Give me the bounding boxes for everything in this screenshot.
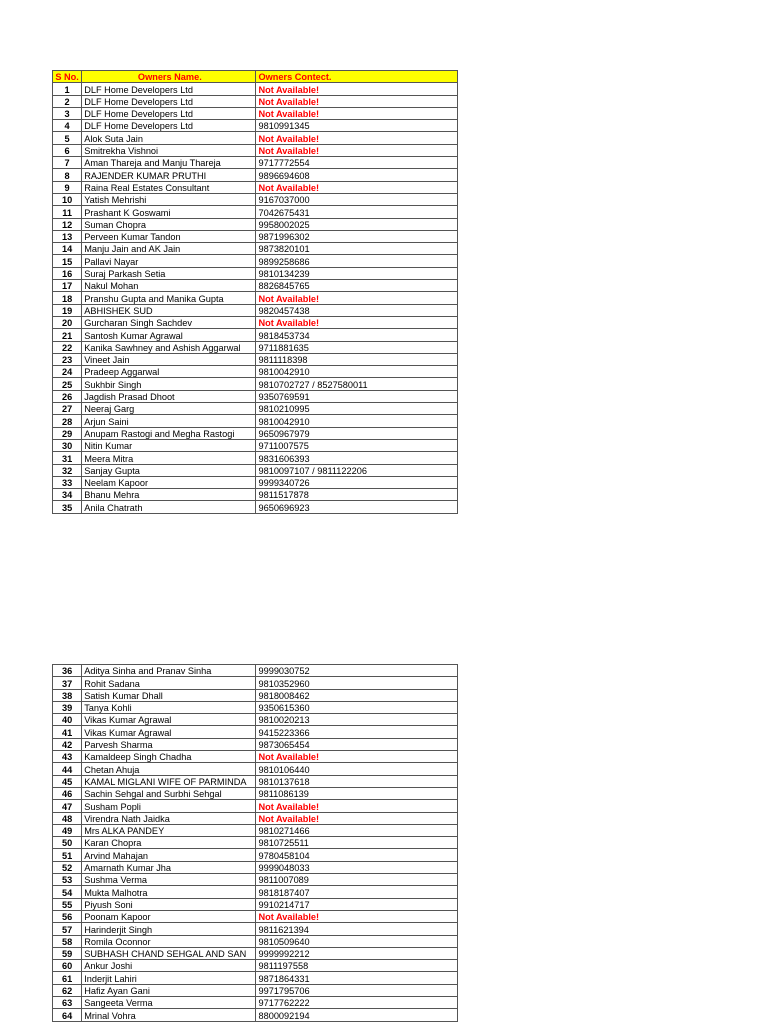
row-sno: 26 [53, 390, 82, 402]
row-sno: 30 [53, 439, 82, 451]
row-sno: 17 [53, 280, 82, 292]
row-sno: 24 [53, 366, 82, 378]
table-row [53, 501, 458, 513]
table-row [53, 677, 458, 689]
row-owner-name: DLF Home Developers Ltd [82, 120, 256, 132]
table-row [53, 972, 458, 984]
table-row [53, 837, 458, 849]
row-owner-name: Chetan Ahuja [82, 763, 256, 775]
row-sno: 2 [53, 95, 82, 107]
row-sno: 5 [53, 132, 82, 144]
table-row [53, 120, 458, 132]
table-row [53, 763, 458, 775]
row-owner-name: Nakul Mohan [82, 280, 256, 292]
table-row [53, 169, 458, 181]
row-sno: 36 [53, 665, 82, 677]
row-owner-name: Mrs ALKA PANDEY [82, 824, 256, 836]
row-owner-name: ABHISHEK SUD [82, 304, 256, 316]
row-owner-contact: 9896694608 [256, 169, 458, 181]
table-row [53, 886, 458, 898]
row-sno: 22 [53, 341, 82, 353]
row-owner-contact: 9810106440 [256, 763, 458, 775]
row-owner-contact: 9717772554 [256, 157, 458, 169]
row-owner-name: Rohit Sadana [82, 677, 256, 689]
row-owner-name: RAJENDER KUMAR PRUTHI [82, 169, 256, 181]
table-row [53, 157, 458, 169]
row-owner-contact: 9810042910 [256, 415, 458, 427]
row-owner-contact: 9971795706 [256, 984, 458, 996]
row-owner-contact: Not Available! [256, 107, 458, 119]
row-sno: 56 [53, 910, 82, 922]
row-owner-contact: Not Available! [256, 95, 458, 107]
row-owner-name: Pallavi Nayar [82, 255, 256, 267]
row-sno: 8 [53, 169, 82, 181]
row-owner-name: Bhanu Mehra [82, 489, 256, 501]
row-sno: 44 [53, 763, 82, 775]
row-owner-name: Karan Chopra [82, 837, 256, 849]
row-sno: 19 [53, 304, 82, 316]
table-row [53, 812, 458, 824]
row-owner-contact: 9899258686 [256, 255, 458, 267]
row-owner-name: Virendra Nath Jaidka [82, 812, 256, 824]
row-owner-name: Alok Suta Jain [82, 132, 256, 144]
row-owner-contact: 9873820101 [256, 243, 458, 255]
table-row [53, 984, 458, 996]
table-row [53, 267, 458, 279]
row-owner-contact: 9780458104 [256, 849, 458, 861]
row-owner-name: Aditya Sinha and Pranav Sinha [82, 665, 256, 677]
row-sno: 10 [53, 193, 82, 205]
row-owner-contact: 9711881635 [256, 341, 458, 353]
table-row [53, 95, 458, 107]
row-sno: 18 [53, 292, 82, 304]
row-sno: 50 [53, 837, 82, 849]
table-row [53, 316, 458, 328]
row-owner-name: Harinderjit Singh [82, 923, 256, 935]
row-sno: 51 [53, 849, 82, 861]
row-owner-contact: 9811118398 [256, 353, 458, 365]
row-owner-name: Tanya Kohli [82, 701, 256, 713]
row-sno: 39 [53, 701, 82, 713]
row-sno: 57 [53, 923, 82, 935]
row-sno: 21 [53, 329, 82, 341]
table-row [53, 775, 458, 787]
row-sno: 60 [53, 960, 82, 972]
row-owner-name: Suraj Parkash Setia [82, 267, 256, 279]
table-row [53, 849, 458, 861]
table-row [53, 489, 458, 501]
table-row [53, 997, 458, 1009]
row-owner-contact: 9831606393 [256, 452, 458, 464]
row-owner-contact: 9810991345 [256, 120, 458, 132]
row-sno: 7 [53, 157, 82, 169]
row-sno: 33 [53, 476, 82, 488]
row-owner-name: Anila Chatrath [82, 501, 256, 513]
row-owner-contact: 9350615360 [256, 701, 458, 713]
row-sno: 48 [53, 812, 82, 824]
row-owner-name: Arvind Mahajan [82, 849, 256, 861]
table-row [53, 107, 458, 119]
row-owner-name: Perveen Kumar Tandon [82, 230, 256, 242]
row-owner-name: Anupam Rastogi and Megha Rastogi [82, 427, 256, 439]
row-sno: 58 [53, 935, 82, 947]
table-row [53, 439, 458, 451]
row-owner-contact: 9810702727 / 8527580011 [256, 378, 458, 390]
row-sno: 12 [53, 218, 82, 230]
row-sno: 20 [53, 316, 82, 328]
table-row [53, 218, 458, 230]
row-owner-contact: 9167037000 [256, 193, 458, 205]
table-row [53, 230, 458, 242]
row-owner-contact: 9650967979 [256, 427, 458, 439]
row-owner-contact: 9871996302 [256, 230, 458, 242]
row-owner-name: DLF Home Developers Ltd [82, 83, 256, 95]
row-owner-contact: 9999048033 [256, 861, 458, 873]
table-row [53, 800, 458, 812]
row-owner-name: Manju Jain and AK Jain [82, 243, 256, 255]
row-owner-contact: 9818008462 [256, 689, 458, 701]
row-owner-name: Ankur Joshi [82, 960, 256, 972]
row-owner-name: Mukta Malhotra [82, 886, 256, 898]
row-owner-contact: 9999340726 [256, 476, 458, 488]
row-owner-contact: 8800092194 [256, 1009, 458, 1021]
row-sno: 41 [53, 726, 82, 738]
table-row [53, 861, 458, 873]
row-sno: 27 [53, 403, 82, 415]
row-owner-name: Aman Thareja and Manju Thareja [82, 157, 256, 169]
table-row [53, 292, 458, 304]
row-owner-name: Neeraj Garg [82, 403, 256, 415]
row-owner-name: Nitin Kumar [82, 439, 256, 451]
table-row [53, 206, 458, 218]
row-owner-contact: 9650696923 [256, 501, 458, 513]
table-row [53, 181, 458, 193]
table-row [53, 427, 458, 439]
row-owner-name: Mrinal Vohra [82, 1009, 256, 1021]
row-sno: 52 [53, 861, 82, 873]
table-row [53, 923, 458, 935]
row-owner-contact: Not Available! [256, 910, 458, 922]
row-owner-contact: 9999992212 [256, 947, 458, 959]
row-owner-contact: 9910214717 [256, 898, 458, 910]
row-owner-contact: 7042675431 [256, 206, 458, 218]
table-row [53, 1009, 458, 1021]
table-row [53, 329, 458, 341]
table-row [53, 132, 458, 144]
row-owner-contact: Not Available! [256, 144, 458, 156]
header-owner-name: Owners Name. [82, 71, 256, 83]
table-row [53, 947, 458, 959]
row-sno: 34 [53, 489, 82, 501]
table-row [53, 280, 458, 292]
table-row [53, 193, 458, 205]
row-sno: 54 [53, 886, 82, 898]
table-row [53, 935, 458, 947]
row-owner-contact: Not Available! [256, 751, 458, 763]
row-sno: 37 [53, 677, 82, 689]
row-owner-name: Prashant K Goswami [82, 206, 256, 218]
row-owner-name: DLF Home Developers Ltd [82, 107, 256, 119]
row-owner-contact: 9711007575 [256, 439, 458, 451]
row-owner-name: Sachin Sehgal and Surbhi Sehgal [82, 787, 256, 799]
table-row [53, 665, 458, 677]
row-owner-name: Arjun Saini [82, 415, 256, 427]
row-sno: 1 [53, 83, 82, 95]
table-row [53, 243, 458, 255]
row-owner-contact: 9811007089 [256, 874, 458, 886]
header-owner-contact: Owners Contect. [256, 71, 458, 83]
row-sno: 25 [53, 378, 82, 390]
row-sno: 29 [53, 427, 82, 439]
row-owner-name: Satish Kumar Dhall [82, 689, 256, 701]
row-sno: 4 [53, 120, 82, 132]
row-sno: 53 [53, 874, 82, 886]
row-owner-name: Vikas Kumar Agrawal [82, 726, 256, 738]
row-sno: 49 [53, 824, 82, 836]
row-owner-contact: Not Available! [256, 292, 458, 304]
row-owner-contact: 9873065454 [256, 738, 458, 750]
row-owner-name: Susham Popli [82, 800, 256, 812]
row-owner-name: Raina Real Estates Consultant [82, 181, 256, 193]
row-owner-name: Parvesh Sharma [82, 738, 256, 750]
table-row [53, 353, 458, 365]
row-owner-name: Hafiz Ayan Gani [82, 984, 256, 996]
row-sno: 62 [53, 984, 82, 996]
table-row [53, 689, 458, 701]
row-owner-name: DLF Home Developers Ltd [82, 95, 256, 107]
table-row [53, 366, 458, 378]
row-sno: 3 [53, 107, 82, 119]
table-row [53, 714, 458, 726]
row-owner-contact: 9811517878 [256, 489, 458, 501]
row-sno: 31 [53, 452, 82, 464]
table-row [53, 824, 458, 836]
owners-table-page-2 [52, 664, 458, 1022]
row-owner-contact: 9811621394 [256, 923, 458, 935]
table-row [53, 304, 458, 316]
row-owner-name: Neelam Kapoor [82, 476, 256, 488]
row-owner-name: KAMAL MIGLANI WIFE OF PARMINDA [82, 775, 256, 787]
table-row [53, 341, 458, 353]
row-owner-name: Jagdish Prasad Dhoot [82, 390, 256, 402]
row-sno: 43 [53, 751, 82, 763]
row-owner-name: SUBHASH CHAND SEHGAL AND SAN [82, 947, 256, 959]
row-sno: 16 [53, 267, 82, 279]
table-row [53, 960, 458, 972]
row-owner-name: Kanika Sawhney and Ashish Aggarwal [82, 341, 256, 353]
row-owner-contact: 9810020213 [256, 714, 458, 726]
row-owner-name: Vineet Jain [82, 353, 256, 365]
row-sno: 40 [53, 714, 82, 726]
row-sno: 42 [53, 738, 82, 750]
row-owner-contact: 9811197558 [256, 960, 458, 972]
row-owner-name: Sukhbir Singh [82, 378, 256, 390]
row-owner-name: Meera Mitra [82, 452, 256, 464]
row-owner-name: Santosh Kumar Agrawal [82, 329, 256, 341]
row-sno: 13 [53, 230, 82, 242]
row-sno: 6 [53, 144, 82, 156]
row-owner-contact: 9810134239 [256, 267, 458, 279]
row-owner-name: Suman Chopra [82, 218, 256, 230]
row-sno: 9 [53, 181, 82, 193]
row-sno: 47 [53, 800, 82, 812]
row-sno: 63 [53, 997, 82, 1009]
table-row [53, 910, 458, 922]
row-owner-name: Gurcharan Singh Sachdev [82, 316, 256, 328]
row-sno: 11 [53, 206, 82, 218]
table-row [53, 83, 458, 95]
row-owner-contact: Not Available! [256, 812, 458, 824]
table-row [53, 751, 458, 763]
row-owner-contact: 9810352960 [256, 677, 458, 689]
row-owner-contact: 9810097107 / 9811122206 [256, 464, 458, 476]
owners-table-page-1 [52, 70, 458, 514]
table-row [53, 390, 458, 402]
table-row [53, 452, 458, 464]
row-sno: 15 [53, 255, 82, 267]
row-sno: 28 [53, 415, 82, 427]
row-owner-contact: Not Available! [256, 316, 458, 328]
row-owner-contact: Not Available! [256, 800, 458, 812]
table-row [53, 787, 458, 799]
table-row [53, 701, 458, 713]
row-sno: 23 [53, 353, 82, 365]
table-row [53, 464, 458, 476]
row-owner-contact: 9717762222 [256, 997, 458, 1009]
row-sno: 59 [53, 947, 82, 959]
row-owner-contact: 9958002025 [256, 218, 458, 230]
row-owner-contact: 9810137618 [256, 775, 458, 787]
row-sno: 64 [53, 1009, 82, 1021]
table-row [53, 403, 458, 415]
row-sno: 46 [53, 787, 82, 799]
row-owner-name: Piyush Soni [82, 898, 256, 910]
table-row [53, 898, 458, 910]
row-owner-contact: Not Available! [256, 132, 458, 144]
row-owner-name: Amarnath Kumar Jha [82, 861, 256, 873]
table-row [53, 476, 458, 488]
row-owner-name: Kamaldeep Singh Chadha [82, 751, 256, 763]
row-owner-contact: 8826845765 [256, 280, 458, 292]
row-owner-contact: 9810210995 [256, 403, 458, 415]
table-row [53, 378, 458, 390]
row-sno: 61 [53, 972, 82, 984]
header-sno: S No. [53, 71, 82, 83]
row-owner-contact: 9810042910 [256, 366, 458, 378]
row-sno: 35 [53, 501, 82, 513]
row-owner-name: Pranshu Gupta and Manika Gupta [82, 292, 256, 304]
row-owner-name: Smitrekha Vishnoi [82, 144, 256, 156]
row-owner-name: Sangeeta Verma [82, 997, 256, 1009]
row-owner-name: Romila Oconnor [82, 935, 256, 947]
table-row [53, 726, 458, 738]
table-row [53, 255, 458, 267]
row-owner-contact: 9350769591 [256, 390, 458, 402]
table-header-row [53, 71, 458, 83]
row-owner-name: Yatish Mehrishi [82, 193, 256, 205]
table-row [53, 874, 458, 886]
row-sno: 32 [53, 464, 82, 476]
row-owner-name: Poonam Kapoor [82, 910, 256, 922]
row-owner-contact: 9820457438 [256, 304, 458, 316]
row-owner-contact: Not Available! [256, 181, 458, 193]
row-owner-contact: 9415223366 [256, 726, 458, 738]
row-owner-name: Vikas Kumar Agrawal [82, 714, 256, 726]
row-owner-contact: 9871864331 [256, 972, 458, 984]
row-owner-contact: 9818453734 [256, 329, 458, 341]
table-row [53, 144, 458, 156]
row-sno: 55 [53, 898, 82, 910]
row-owner-name: Inderjit Lahiri [82, 972, 256, 984]
row-sno: 38 [53, 689, 82, 701]
row-sno: 45 [53, 775, 82, 787]
row-owner-name: Pradeep Aggarwal [82, 366, 256, 378]
row-sno: 14 [53, 243, 82, 255]
row-owner-contact: 9810725511 [256, 837, 458, 849]
row-owner-contact: 9810509640 [256, 935, 458, 947]
row-owner-name: Sanjay Gupta [82, 464, 256, 476]
row-owner-contact: Not Available! [256, 83, 458, 95]
row-owner-contact: 9818187407 [256, 886, 458, 898]
table-row [53, 738, 458, 750]
row-owner-contact: 9811086139 [256, 787, 458, 799]
table-row [53, 415, 458, 427]
row-owner-contact: 9810271466 [256, 824, 458, 836]
row-owner-contact: 9999030752 [256, 665, 458, 677]
row-owner-name: Sushma Verma [82, 874, 256, 886]
